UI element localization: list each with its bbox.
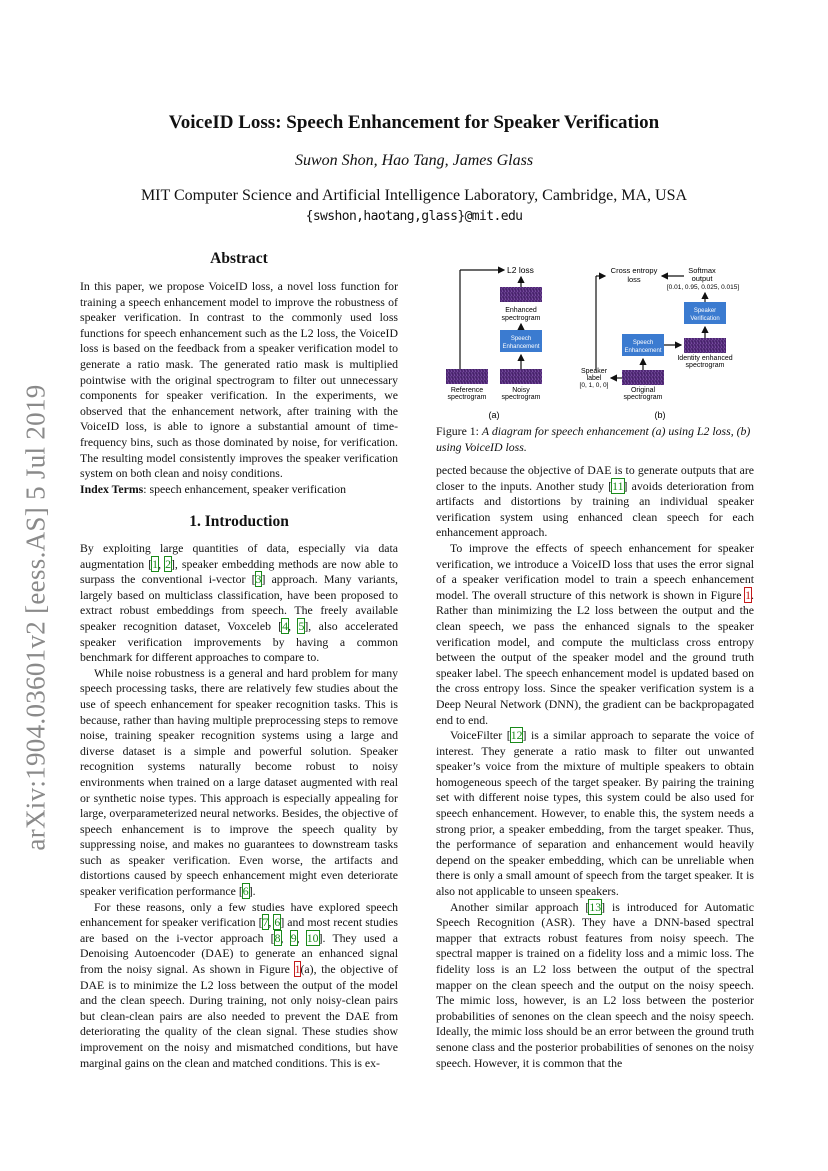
- figure-1-diagram: [436, 258, 756, 420]
- right-column-text: [436, 463, 754, 1071]
- index-terms-label: Index Terms: [80, 481, 144, 496]
- identity-enhanced-spectrogram: [684, 338, 726, 353]
- right-paragraph-1: pected because the objective of DAE is to generate outputs that are closer to the inputs. Another study [11] avoids deterioration from artifacts and distortions by training an individual speaker verification system using enhanced clean speech for each enhancement approach.: [436, 463, 754, 540]
- softmax-label: Softmax: [688, 266, 716, 275]
- arxiv-identifier: [14, 375, 58, 860]
- block-label: Speech: [632, 340, 654, 346]
- figure-panel-a: [446, 265, 542, 420]
- citation-link[interactable]: 9: [290, 930, 297, 945]
- noisy-spectrogram: [500, 369, 542, 384]
- softmax-values: [0.01, 0.95, 0.025, 0.015]: [666, 284, 740, 291]
- softmax-label: output: [691, 274, 713, 283]
- index-terms-text: : speech enhancement, speaker verification: [143, 481, 347, 496]
- cross-entropy-label: Cross entropy: [610, 266, 658, 275]
- enhanced-label: spectrogram: [501, 315, 541, 322]
- identity-label: Identity enhanced: [677, 355, 733, 362]
- figure-panel-b: [580, 266, 740, 420]
- paper-authors: Suwon Shon, Hao Tang, James Glass: [294, 152, 534, 169]
- intro-section: [80, 541, 398, 1071]
- figure-link[interactable]: 1: [745, 587, 752, 602]
- block-label: Speaker: [693, 308, 717, 314]
- right-paragraph-4: Another similar approach [13] is introduced for Automatic Speech Recognition (ASR). They have a DNN-based spectral mapper that extracts robust features from noisy speech. The spectral mapper is trained on a fidelity loss and a mimic loss. The fidelity loss is an L2 loss between the output of the spectral mapper on the clean speech and the output on the noisy speech. The mimic loss, however, is an L2 loss between the posterior probabilities of senones on the clean speech and the noisy speech. Ideally, the mimic loss should be an error between the ground truth senone class and the posterior probabilities of senones on the noisy speech. However, it is common that the: [436, 899, 754, 1070]
- block-label: Enhancement: [624, 348, 662, 354]
- enhanced-spectrogram: [500, 287, 542, 302]
- paper-email: {swshon,haotang,glass}@mit.edu: [305, 209, 523, 224]
- cross-entropy-label: loss: [627, 275, 641, 284]
- reference-label: spectrogram: [447, 394, 487, 401]
- enhanced-label: Enhanced: [505, 307, 537, 314]
- block-label: Speech: [510, 336, 532, 342]
- l2-loss-label: L2 loss: [507, 265, 534, 275]
- citation-link[interactable]: 6: [242, 884, 249, 899]
- citation-link[interactable]: 13: [589, 899, 602, 914]
- figure-caption: [436, 424, 756, 455]
- paper-affiliation: MIT Computer Science and Artificial Intelligence Laboratory, Cambridge, MA, USA: [140, 187, 688, 204]
- speaker-label-values: [0, 1, 0, 0]: [579, 382, 609, 389]
- citation-link[interactable]: 11: [612, 478, 624, 493]
- intro-paragraph-3: For these reasons, only a few studies have explored speech enhancement for speaker verification [7, 6] and most recent studies are based on the i-vector approach [8, 9, 10]. They used a Denoising Autoencoder (DAE) to generate an enhanced signal from the noisy signal. As shown in Figure 1(a), the objective of DAE is to minimize the L2 loss between the output of the model and the clean speech. During training, not only noisy-clean pairs but clean-clean pairs are also needed to prevent the DAE from deteriorating the quality of the clean signal. These studies show improvement on the noisy and mismatched conditions, but have marginal gains on the clean and matched conditions. This is ex-: [80, 899, 398, 1070]
- citation-link[interactable]: 8: [274, 930, 281, 945]
- subfigure-label-a: (a): [488, 410, 500, 420]
- intro-paragraph-2: While noise robustness is a general and hard problem for many speech processing tasks, there are relatively few studies about the use of speech enhancement for speaker recognition tasks. This is because, rather than having multiple preprocessing steps to remove noise, training speaker recognition systems using a large and diverse dataset is a simple and powerful solution. Speaker recognition systems naturally become robust to noisy environments when trained on a large dataset augmented with real or synthetic noise types. This approach is especially appealing for large, overparameterized neural networks. Besides, the objective of speech enhancement is to improve the speech quality by suppressing noise, and makes no guarantees to downstream tasks such as speaker verification. Even worse, the artifacts and distortions caused by speech enhancement might even deteriorate speaker verification performance [6].: [80, 665, 398, 899]
- block-label: Verification: [690, 316, 720, 322]
- citation-link[interactable]: 10: [306, 930, 319, 945]
- arxiv-identifier-text: arXiv:1904.03601v2 [eess.AS] 5 Jul 2019: [20, 384, 51, 851]
- identity-label: spectrogram: [685, 362, 725, 369]
- citation-link[interactable]: 2: [165, 556, 171, 571]
- citation-link[interactable]: 1: [152, 556, 159, 571]
- citation-link[interactable]: 5: [298, 618, 305, 633]
- original-label: Original: [630, 387, 656, 394]
- noisy-label: spectrogram: [501, 394, 541, 401]
- abstract-section: [80, 279, 398, 497]
- citation-link[interactable]: 6: [274, 915, 281, 930]
- paper-title: VoiceID Loss: Speech Enhancement for Speaker Verification: [168, 112, 660, 133]
- figure-link[interactable]: 1: [294, 962, 301, 977]
- abstract-heading: Abstract: [210, 250, 268, 267]
- index-terms: [80, 482, 398, 498]
- block-label: Enhancement: [502, 344, 540, 350]
- reference-label: Reference: [450, 387, 484, 394]
- citation-link[interactable]: 4: [282, 618, 289, 633]
- caption-text: A diagram for speech enhancement (a) using L2 loss, (b) using VoiceID loss.: [436, 424, 751, 454]
- noisy-label: Noisy: [512, 387, 530, 394]
- citation-link[interactable]: 12: [510, 728, 523, 743]
- abstract-body: In this paper, we propose VoiceID loss, a novel loss function for training a speech enhancement model to improve the robustness of speaker verification. In contrast to the commonly used loss functions for speech enhancement such as the L2 loss, the VoiceID loss is based on the feedback from a speaker verification model to generate a ratio mask. The generated ratio mask is multiplied pointwise with the original spectrogram to filter out unnecessary components for speaker verification. In the experiments, we observed that the enhancement network, after training with the VoiceID loss, is able to ignore a substantial amount of time-frequency bins, such as those dominated by noise, for verification. The resulting model consistently improves the speaker verification system on both clean and noisy conditions.: [80, 279, 398, 481]
- right-paragraph-3: VoiceFilter [12] is a similar approach to separate the voice of interest. They generate a ratio mask to filter out unwanted speaker’s voice from the mixture of multiple speakers to obtain homogeneous speech of the target speaker. By pairing the training set with different noise types, this system could be also used for speech enhancement. However, to enable this, the system needs a strong prior, a speaker embedding, from the target speaker. Thus, the performance of separation and enhancement would heavily depend on the speaker embedding, which can be unreliable when there is only a small amount of speech from the target speaker. It is also not applicable to unseen speakers.: [436, 728, 754, 899]
- speaker-label-text: label: [586, 375, 602, 382]
- intro-paragraph-1: By exploiting large quantities of data, especially via data augmentation [1, 2], speaker embedding methods are now able to surpass the conventional i-vector [3] approach. Many variants, largely based on multiclass classification, have been proposed to extract robust embeddings from speech. The freely available speaker recognition dataset, Voxceleb [4, 5], also accelerated speaker verification improvements by having a common benchmark for different approaches to compare to.: [80, 541, 398, 665]
- original-spectrogram: [622, 370, 664, 385]
- intro-heading: 1. Introduction: [189, 513, 289, 530]
- citation-link[interactable]: 3: [255, 572, 262, 587]
- subfigure-label-b: (b): [654, 410, 666, 420]
- reference-spectrogram: [446, 369, 488, 384]
- caption-label: Figure 1:: [436, 424, 479, 438]
- right-paragraph-2: To improve the effects of speech enhancement for speaker verification, we introduce a VoiceID loss that uses the error signal of a speaker verification model to train a speech enhancement model. The overall structure of this network is shown in Figure 1. Rather than minimizing the L2 loss between the output and the clean speech, we pass the enhanced signals to the speaker verification model, and compute the multiclass cross entropy between the output of the speaker model and the ground truth speaker label. The speech enhancement model is updated based on the cross entropy loss. Since the speaker verification system is a Deep Neural Network (DNN), the gradient can be backpropagated end to end.: [436, 540, 754, 727]
- original-label: spectrogram: [623, 394, 663, 401]
- speaker-label-text: Speaker: [580, 368, 608, 375]
- citation-link[interactable]: 7: [262, 915, 269, 930]
